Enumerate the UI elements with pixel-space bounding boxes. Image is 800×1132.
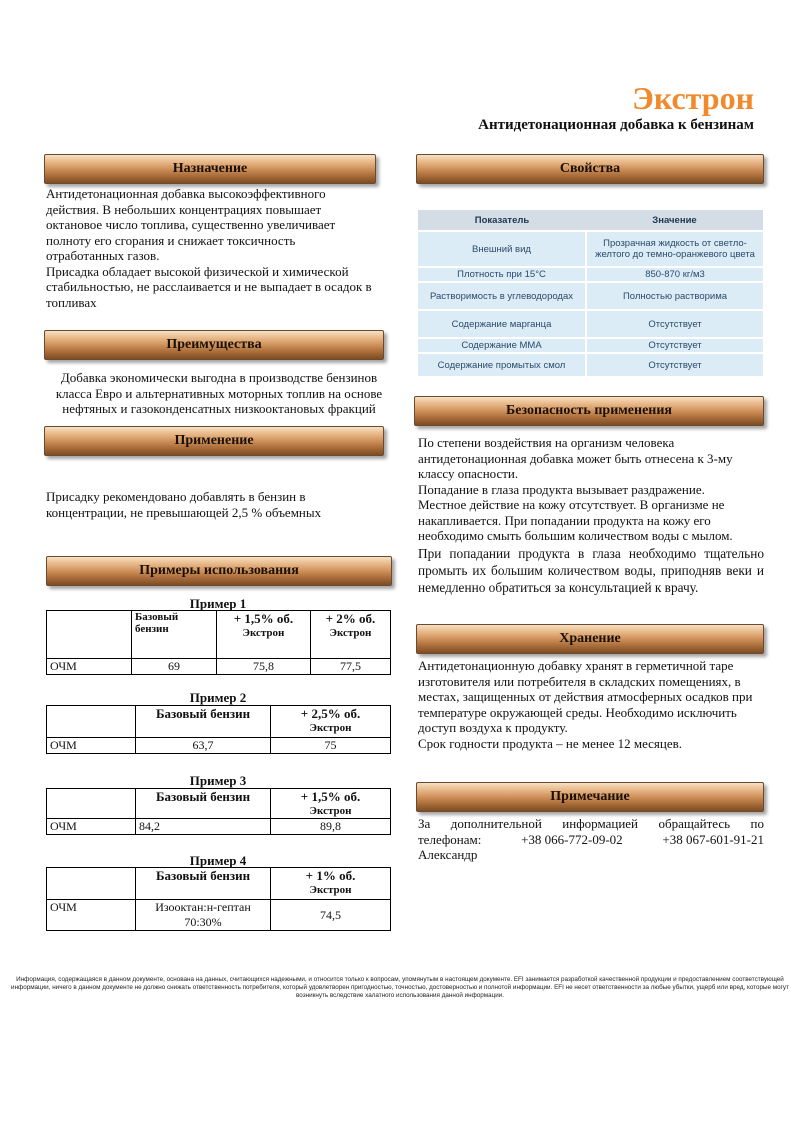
header-text: + 2% об. — [325, 611, 376, 626]
section-title-purpose: Назначение — [172, 161, 248, 176]
phones-label: телефонам: — [418, 831, 482, 847]
property-name: Растворимость в углеводородах — [418, 282, 586, 310]
table-header: Базовый бензин — [136, 706, 271, 738]
example-3-title: Пример 3 — [189, 773, 247, 788]
header-text: Базовый бензин — [135, 611, 179, 635]
section-header-safety — [414, 396, 764, 426]
example-3-table — [46, 788, 391, 835]
property-name: Содержание ММА — [418, 338, 586, 353]
product-subtitle: Антидетонационная добавка к бензинам — [478, 117, 754, 133]
properties-col-header: Показатель — [418, 210, 586, 231]
section-header-application — [44, 426, 384, 456]
header-text: + 1,5% об. — [300, 789, 361, 804]
table-header — [310, 611, 390, 659]
header-subtext: Экстрон — [242, 627, 285, 639]
property-value: Отсутствует — [586, 353, 763, 377]
section-title-note: Примечание — [550, 789, 630, 804]
phones-line — [418, 832, 764, 848]
property-name: Плотность при 15°С — [418, 267, 586, 282]
phone-number-1: +38 066-772-09-02 — [521, 831, 623, 847]
section-title-properties: Свойства — [559, 161, 621, 176]
table-cell — [47, 611, 132, 659]
cell-value: 84,2 — [136, 819, 271, 835]
example-1-title: Пример 1 — [189, 596, 247, 611]
row-label: ОЧМ — [47, 738, 136, 754]
header-text: + 1,5% об. — [233, 611, 294, 626]
table-header — [271, 868, 391, 900]
brand-title: Экстрон — [632, 80, 754, 116]
table-header: Базовый бензин — [136, 868, 271, 900]
row-label: ОЧМ — [47, 900, 136, 931]
storage-text: Антидетонационную добавку хранят в герметичной таре изготовителя или потребителя в складских помещениях, в местах, защищенных от действия атмосферных осадков при температуре окружающей среды. Необходимо исключить доступ воздуха к продукту. Срок годности продукта – не менее 12 месяцев. — [418, 658, 753, 751]
row-label: ОЧМ — [47, 659, 132, 675]
cell-value: Изооктан:н-гептан 70:30% — [136, 900, 271, 931]
section-header-storage — [416, 624, 764, 654]
header-text: + 1% об. — [305, 868, 356, 883]
table-cell — [47, 789, 136, 819]
cell-value: 75 — [271, 738, 391, 754]
phone-number-2: +38 067-601-91-21 — [662, 831, 764, 847]
example-2-table — [46, 705, 391, 754]
table-header — [132, 611, 217, 659]
section-title-examples: Примеры использования — [139, 563, 299, 578]
table-cell — [47, 868, 136, 900]
table-cell — [47, 706, 136, 738]
cell-value: 75,8 — [217, 659, 311, 675]
section-header-properties — [416, 154, 764, 184]
row-label: ОЧМ — [47, 819, 136, 835]
example-4-title: Пример 4 — [189, 853, 247, 868]
section-title-storage: Хранение — [559, 631, 621, 646]
table-header — [217, 611, 311, 659]
property-value: Полностью растворима — [586, 282, 763, 310]
contact-name: Александр — [418, 847, 478, 862]
table-header: Базовый бензин — [136, 789, 271, 819]
header-subtext: Экстрон — [329, 627, 372, 639]
example-2-title: Пример 2 — [189, 690, 247, 705]
cell-value: 74,5 — [271, 900, 391, 931]
header-subtext: Экстрон — [309, 805, 352, 817]
header-subtext: Экстрон — [309, 722, 352, 734]
safety-text-eyes: При попадании продукта в глаза необходимо тщательно промыть их большим количеством воды, приподняв веки и немедленно обратиться за консультацией к врачу. — [418, 546, 764, 595]
purpose-text: Антидетонационная добавка высокоэффективного действия. В небольших концентрациях повышает октановое число топлива, существенно увеличивает полноту его сгорания и снижает токсичность отработанных газов. Присадка обладает высокой физической и химической стабильностью, не расслаивается и не выпадает в осадок в топливах — [46, 186, 372, 310]
section-header-advantages — [44, 330, 384, 360]
properties-col-header: Значение — [586, 210, 763, 231]
safety-text: По степени воздействия на организм человека антидетонационная добавка может быть отнесена к 3-му классу опасности. Попадание в глаза продукта вызывает раздражение. Местное действие на кожу отсутствует. В организме не накапливается. При попадании продукта на кожу его необходимо смыть большим количеством воды с мылом. — [418, 435, 733, 543]
section-title-application: Применение — [174, 433, 254, 448]
section-title-advantages: Преимущества — [166, 337, 262, 352]
cell-value: 89,8 — [271, 819, 391, 835]
property-value: Прозрачная жидкость от светло-желтого до темно-оранжевого цвета — [586, 231, 763, 267]
section-header-note — [416, 782, 764, 812]
section-title-safety: Безопасность применения — [505, 403, 672, 418]
property-value: 850-870 кг/м3 — [586, 267, 763, 282]
cell-value: 69 — [132, 659, 217, 675]
section-header-examples — [46, 556, 392, 586]
properties-table — [418, 210, 763, 378]
cell-value: 63,7 — [136, 738, 271, 754]
header-text: + 2,5% об. — [300, 706, 361, 721]
advantages-text: Добавка экономически выгодна в производстве бензинов класса Евро и альтернативных моторных топлив на основе нефтяных и газоконденсатных низкооктановых фракций — [55, 370, 383, 416]
property-value: Отсутствует — [586, 338, 763, 353]
property-value: Отсутствует — [586, 310, 763, 338]
header-subtext: Экстрон — [309, 884, 352, 896]
section-header-purpose — [44, 154, 376, 184]
property-name: Внешний вид — [418, 231, 586, 267]
footer-disclaimer: Информация, содержащаяся в данном документе, основана на данных, считающихся надежными, и относится только к вопросам, упомянутым в настоящем документе. EFI занимается разработкой качественной продукции и предоставлением соответствующей информации, ничего в данном документе не должно снижать ответственность потребителя, который удовлетворен пригодностью, точностью, достоверностью и полнотой информации. EFI не несет ответственности за любые убытки, ущерб или вред, которые могут возникнуть вследствие халатного использования данной информации. — [11, 976, 789, 999]
table-header — [271, 789, 391, 819]
table-header — [271, 706, 391, 738]
example-1-table — [46, 610, 391, 675]
note-block — [418, 816, 764, 863]
property-name: Содержание марганца — [418, 310, 586, 338]
cell-value: 77,5 — [310, 659, 390, 675]
application-text: Присадку рекомендовано добавлять в бензин в концентрации, не превышающей 2,5 % объемных — [46, 489, 322, 520]
note-line: За дополнительной информацией обращайтесь по — [418, 816, 764, 831]
example-4-table — [46, 867, 391, 931]
property-name: Содержание промытых смол — [418, 353, 586, 377]
